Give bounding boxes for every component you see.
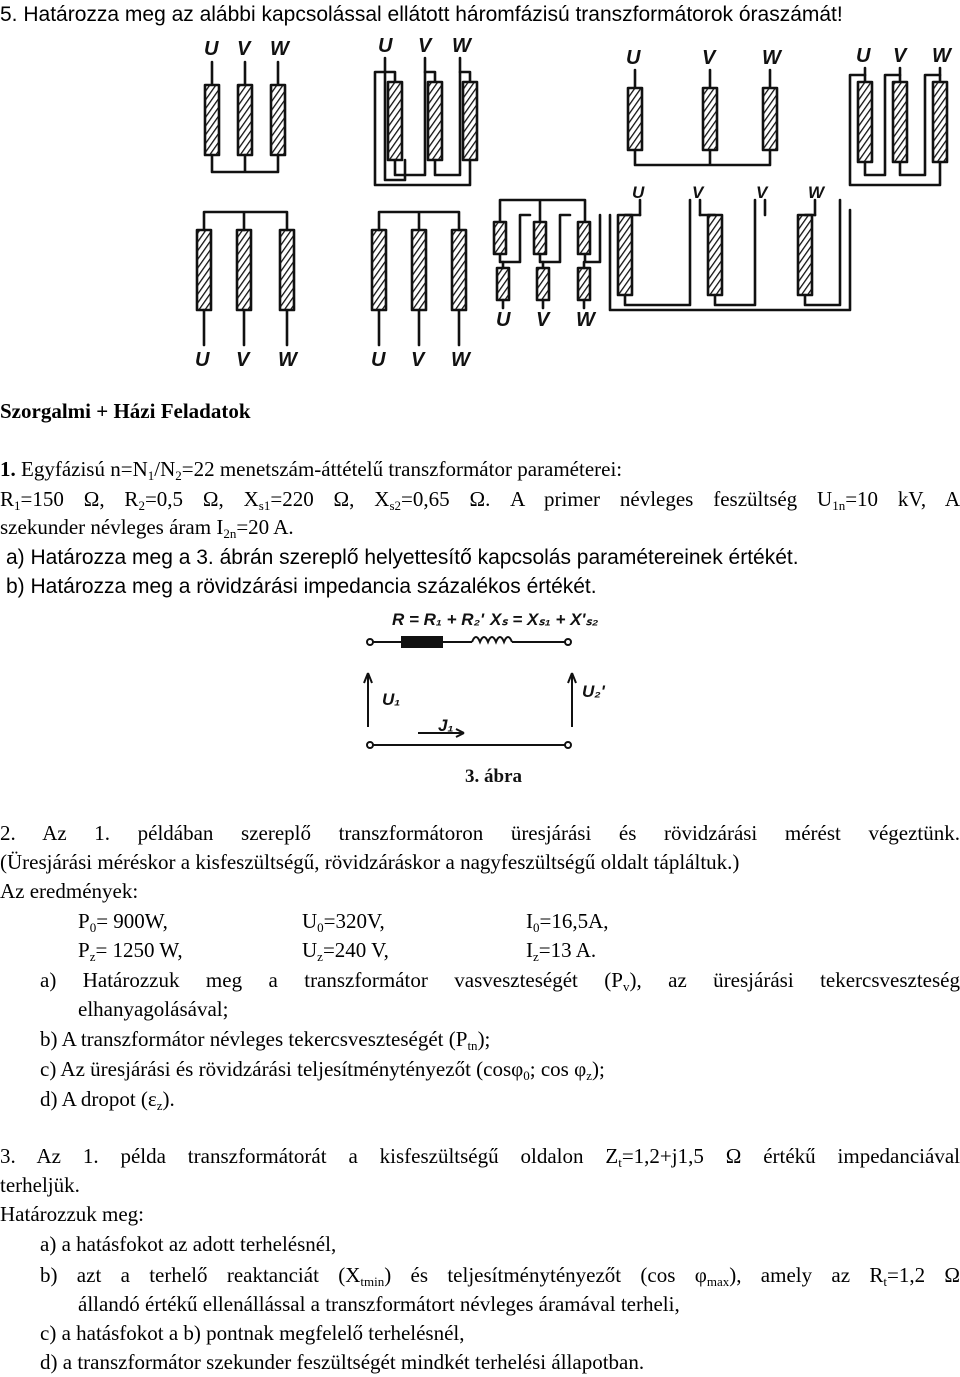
svg-text:V: V [692,183,704,202]
svg-text:V: V [536,309,550,331]
svg-text:V: V [237,38,251,60]
problem-2-line-2: (Üresjárási méréskor a kisfeszültségű, rövidzáráskor a nagyfeszültségű oldalt tápláltuk.) [0,850,740,874]
svg-text:W: W [932,45,951,67]
problem-1-line-3: szekunder névleges áram $I_{2n}=20$ A. [0,515,294,541]
problem-3-item-b-cont: állandó értékű ellenállással a transzformátort névleges áramával terheli, [78,1292,680,1316]
svg-text:U: U [626,47,641,69]
svg-text:U: U [632,183,645,202]
svg-text:V: V [756,183,768,202]
problem-2-line-1: 2. Az 1. példában szereplő transzformátoron üresjárási és rövidzárási mérést végeztünk. [0,821,960,845]
u1-label: U₁ [382,690,401,709]
problem-2-item-d: d) A dropot $(\varepsilon_z)$. [40,1087,175,1113]
measure-p0: $P_0= 900W$, [78,909,168,935]
problem-1-item-b: b) Határozza meg a rövidzárási impedancia százalékos értékét. [6,575,597,598]
problem-2-line-3: Az eredmények: [0,879,139,903]
problem-2-item-b: b) A transzformátor névleges tekercsveszteségét $(P_{tn})$; [40,1027,491,1053]
figure-3-caption: 3. ábra [465,766,522,787]
problem-1-line-2: $R_1=150$ Ω, $R_2=0,5$ Ω, $X_{s1}=220$ Ω, $X_{s2}=0,65$ Ω. A primer névleges feszültség $U_{1n}=10$ kV, A [0,487,960,513]
u2-label: U₂' [582,682,605,701]
formula-r: R = R₁ + R₂' [392,610,485,629]
svg-text:W: W [808,183,825,202]
problem-3-item-d: d) a transzformátor szekunder feszültségét mindkét terhelési állapotban. [40,1350,645,1374]
svg-text:W: W [762,47,781,69]
measure-iz: $I_z=13$ A. [526,938,597,964]
svg-text:V: V [893,45,907,67]
svg-text:W: W [278,349,297,371]
problem-1-item-a: a) Határozza meg a 3. ábrán szereplő helyettesítő kapcsolás paramétereinek értékét. [6,546,799,569]
formula-x: Xₛ = Xₛ₁ + X'ₛ₂ [490,610,599,629]
measure-uz: $U_z=240$ V, [302,938,389,964]
svg-text:W: W [576,309,595,331]
problem-3-item-a: a) a hatásfokot az adott terhelésnél, [40,1232,337,1256]
svg-text:W: W [452,35,471,57]
svg-text:U: U [204,38,219,60]
problem-1-line-1: 1. Egyfázisú $n=N_1/N_2=22$ menetszám-áttételű transzformátor paraméterei: [0,457,623,483]
svg-text:V: V [702,47,716,69]
j1-label: J₁ [438,716,454,735]
task5-title: 5. Határozza meg az alábbi kapcsolással ellátott háromfázisú transzformátorok óraszámát! [0,3,843,26]
transformer-connection-diagrams [0,0,960,380]
problem-2-item-a: a) Határozzuk meg a transzformátor vasveszteségét $(P_v)$, az üresjárási tekercsveszteség [40,968,960,994]
measure-u0: $U_0=320V$, [302,909,385,935]
svg-text:W: W [270,38,289,60]
section-heading: Szorgalmi + Házi Feladatok [0,399,251,423]
figure-3-equivalent-circuit [360,605,620,790]
svg-text:U: U [195,349,210,371]
svg-text:U: U [378,35,393,57]
problem-3-item-c: c) a hatásfokot a b) pontnak megfelelő terhelésnél, [40,1321,465,1345]
problem-3-line-2: terheljük. [0,1173,80,1197]
measure-i0: $I_0=16,5A$, [526,909,609,935]
svg-text:U: U [371,349,386,371]
svg-text:U: U [496,309,511,331]
problem-3-line-3: Határozzuk meg: [0,1202,145,1226]
measure-pz: $P_z= 1250$ W, [78,938,183,964]
svg-text:V: V [236,349,250,371]
problem-2-item-c: c) Az üresjárási és rövidzárási teljesítménytényezőt (cosφ$_0$; $\cos \varphi_z$); [40,1057,605,1083]
svg-text:U: U [856,45,871,67]
problem-3-line-1: 3. Az 1. példa transzformátorát a kisfeszültségű oldalon $Z_t=1,2+j1,5$ Ω értékű impedanciával [0,1144,960,1170]
problem-2-item-a-cont: elhanyagolásával; [78,997,229,1021]
problem-3-item-b: b) azt a terhelő reaktanciát $(X_{tmin})$ és teljesítménytényezőt (cos $\varphi_{max}$), amely az $R_t=1,2$ Ω [40,1263,960,1289]
svg-text:W: W [451,349,470,371]
svg-text:V: V [418,35,432,57]
svg-text:V: V [411,349,425,371]
